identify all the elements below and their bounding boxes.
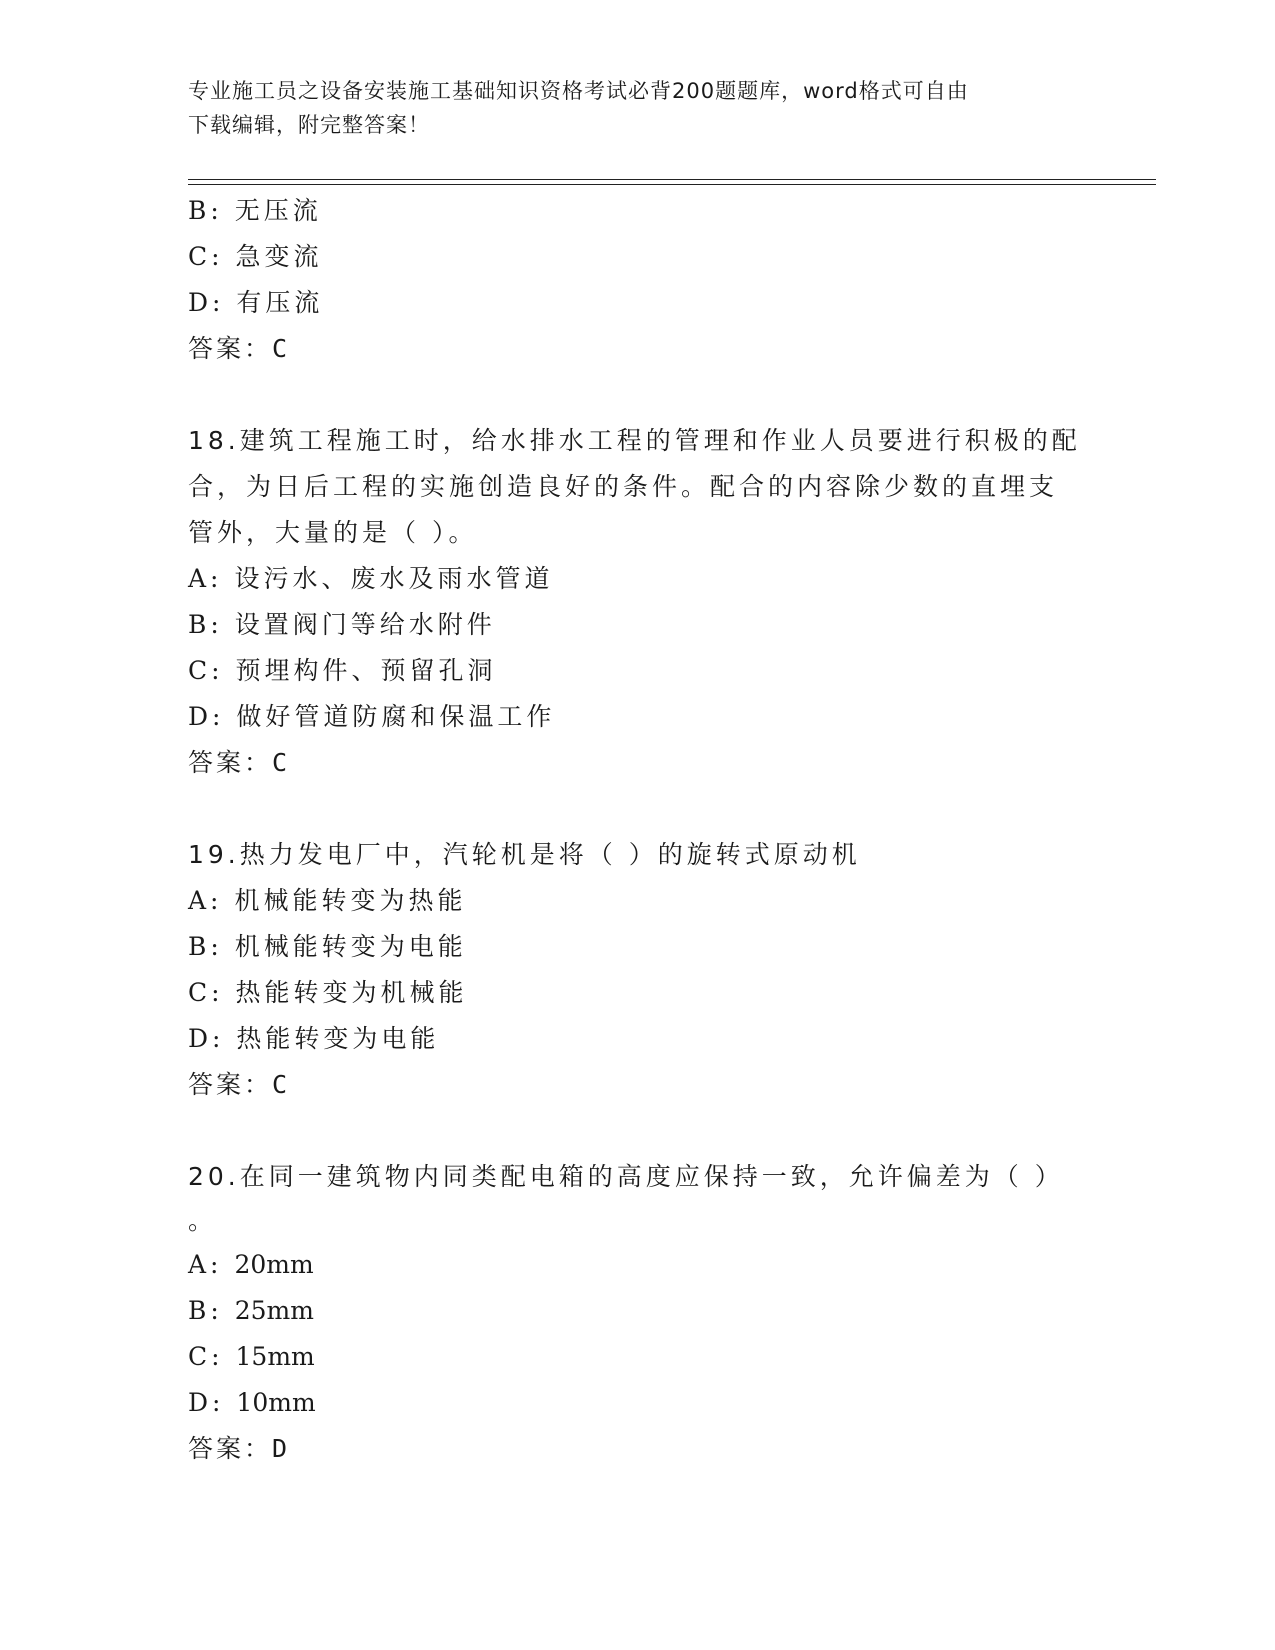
option-c: C: 预埋构件、预留孔洞 [188,656,497,685]
question-text-line: 20.在同一建筑物内同类配电箱的高度应保持一致，允许偏差为（ ） [188,1162,1064,1191]
option-d: D: 做好管道防腐和保温工作 [188,702,556,731]
document-header [188,74,1088,142]
question-20 [188,1154,1088,1472]
header-line-1: 专业施工员之设备安装施工基础知识资格考试必背200题题库，word格式可自由 [188,79,969,103]
option-d: D: 有压流 [188,288,324,317]
option-d: D: 热能转变为电能 [188,1024,440,1053]
question-19 [188,832,1088,1108]
option-b: B: 无压流 [188,196,322,225]
option-b: B: 25mm [188,1296,314,1325]
option-a: A: 设污水、废水及雨水管道 [188,564,554,593]
header-rule-bottom [188,184,1156,185]
option-c: C: 15mm [188,1342,315,1371]
question-17 [188,188,1088,372]
option-a: A: 20mm [188,1250,314,1279]
answer: 答案：C [188,334,288,363]
option-d: D: 10mm [188,1388,316,1417]
question-18 [188,418,1088,786]
option-b: B: 机械能转变为电能 [188,932,467,961]
option-a: A: 机械能转变为热能 [188,886,467,915]
header-line-2: 下载编辑，附完整答案！ [188,113,430,137]
option-c: C: 热能转变为机械能 [188,978,468,1007]
question-list [188,188,1088,1472]
question-text-line: 合，为日后工程的实施创造良好的条件。配合的内容除少数的直埋支 [188,472,1059,501]
option-b: B: 设置阀门等给水附件 [188,610,496,639]
question-text-line: 18.建筑工程施工时，给水排水工程的管理和作业人员要进行积极的配 [188,426,1081,455]
header-rule-top [188,179,1156,180]
question-text-line: 。 [188,1206,218,1235]
answer: 答案：C [188,748,288,777]
question-text-line: 19.热力发电厂中，汽轮机是将（ ）的旋转式原动机 [188,840,861,869]
option-c: C: 急变流 [188,242,323,271]
answer: 答案：D [188,1434,288,1463]
question-text-line: 管外，大量的是（ ）。 [188,518,478,547]
answer: 答案：C [188,1070,288,1099]
